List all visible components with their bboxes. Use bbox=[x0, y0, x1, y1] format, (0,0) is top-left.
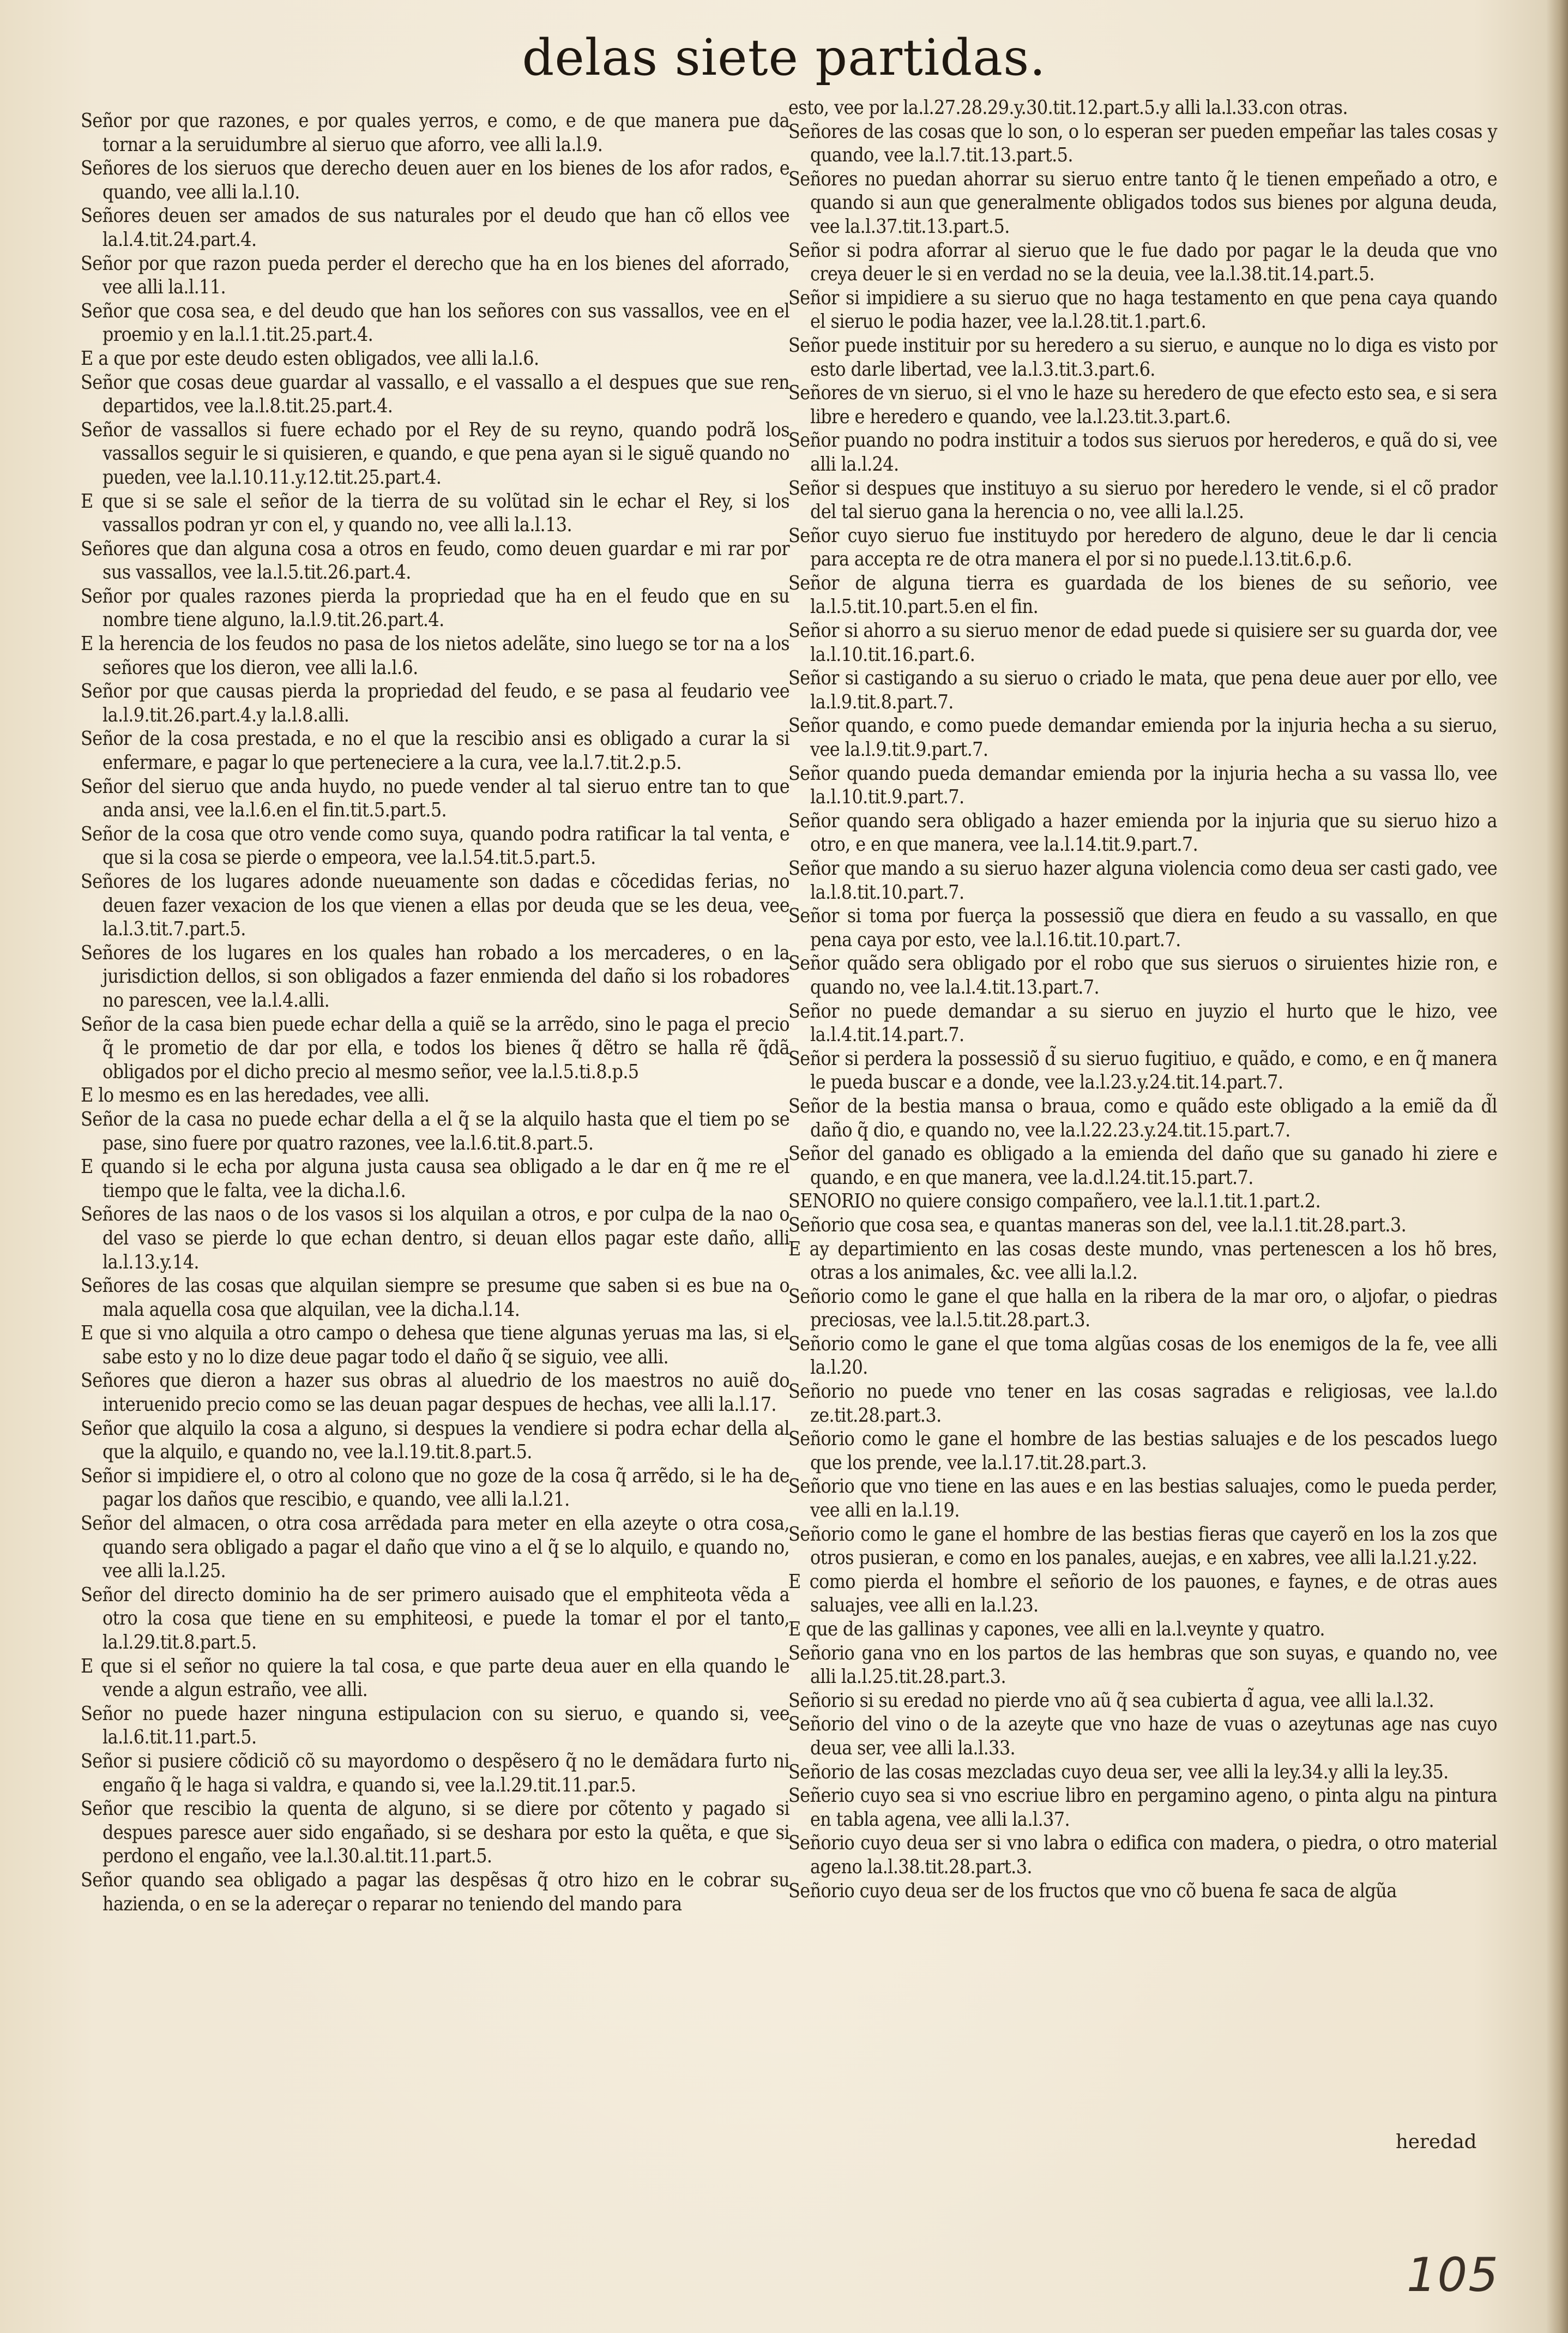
index-entry: Señor cuyo sieruo fue instituydo por heredero de alguno, deue le dar li cencia para accepta re de otra manera el por si no puede.l.13.tit.6.p.6. bbox=[788, 524, 1497, 571]
index-entry: Señor del sieruo que anda huydo, no puede vender al tal sieruo entre tan to que anda ansi, vee la.l.6.en el fin.tit.5.part.5. bbox=[81, 775, 789, 822]
index-entry: Señor si impidiere a su sieruo que no haga testamento en que pena caya quando el sieruo le podia hazer, vee la.l.28.tit.1.part.6. bbox=[788, 286, 1497, 333]
index-entry: Señores de los sieruos que derecho deuen auer en los bienes de los afor rados, e quando, vee alli la.l.10. bbox=[81, 157, 789, 203]
index-entry: Señor si toma por fuerça la possessiõ que diera en feudo a su vassallo, en que pena caya por esto, vee la.l.16.tit.10.part.7. bbox=[788, 905, 1497, 951]
index-entry: Señor que mando a su sieruo hazer alguna violencia como deua ser casti gado, vee la.l.8.tit.10.part.7. bbox=[788, 857, 1497, 904]
index-entry: Señores de vn sieruo, si el vno le haze su heredero de que efecto esto sea, e si sera libre e heredero e quando, vee la.l.23.tit.3.part.6. bbox=[788, 382, 1497, 428]
index-entry: Señorio cuyo deua ser si vno labra o edifica con madera, o piedra, o otro material ageno la.l.38.tit.28.part.3. bbox=[788, 1832, 1497, 1878]
index-entry: Señores que dieron a hazer sus obras al aluedrio de los maestros no auiẽ do interuenido precio como se las deuan pagar despues de hechas, vee alli la.l.17. bbox=[81, 1369, 789, 1416]
index-entry: Señor no puede demandar a su sieruo en juyzio el hurto que le hizo, vee la.l.4.tit.14.part.7. bbox=[788, 1000, 1497, 1047]
running-header: delas siete partidas. bbox=[522, 28, 1046, 87]
index-entry: Señor quando pueda demandar emienda por la injuria hecha a su vassa llo, vee la.l.10.tit.9.part.7. bbox=[788, 762, 1497, 809]
index-entry: Señorio de las cosas mezcladas cuyo deua ser, vee alli la ley.34.y alli la ley.35. bbox=[788, 1760, 1449, 1783]
index-entry: Señor de la casa bien puede echar della a quiẽ se la arrẽdo, sino le paga el precio q̃ le prometio de dar por ella, e todos los bienes q̃ dẽtro se halla rẽ q̃dã obligados por el dicho precio al mesmo señor, vee la.l.5.ti.8.p.5 bbox=[81, 1013, 789, 1083]
index-entry: E como pierda el hombre el señorio de los pauones, e faynes, e de otras aues saluajes, vee alli en la.l.23. bbox=[788, 1570, 1497, 1617]
index-entry: Señor por que razon pueda perder el derecho que ha en los bienes del aforrado, vee alli la.l.11. bbox=[81, 252, 789, 299]
index-entry: Señor que alquilo la cosa a alguno, si despues la vendiere si podra echar della al que la alquilo, e quando no, vee la.l.19.tit.8.part.5. bbox=[81, 1417, 789, 1464]
index-entry: Señor si impidiere el, o otro al colono que no goze de la cosa q̃ arrẽdo, si le ha de pagar los daños que rescibio, e quando, vee alli la.l.21. bbox=[81, 1464, 789, 1511]
index-entry: Señor si castigando a su sieruo o criado le mata, que pena deue auer por ello, vee la.l.9.tit.8.part.7. bbox=[788, 667, 1497, 713]
index-entry: Señor si despues que instituyo a su sieruo por heredero le vende, si el cõ prador del tal sieruo gana la herencia o no, vee alli la.l.25. bbox=[788, 477, 1497, 524]
index-entry: E la herencia de los feudos no pasa de los nietos adelãte, sino luego se tor na a los señores que los dieron, vee alli la.l.6. bbox=[81, 633, 789, 679]
index-entry: Señor de vassallos si fuere echado por el Rey de su reyno, quando podrã los vassallos seguir le si quisieren, e quando, e que pena ayan si le siguẽ quando no pueden, vee la.l.10.11.y.12.tit.25.part.4. bbox=[81, 418, 789, 489]
index-entry: Señor de la cosa prestada, e no el que la rescibio ansi es obligado a curar la si enfermare, e pagar lo que perteneciere a la cura, vee la.l.7.tit.2.p.5. bbox=[81, 727, 789, 774]
index-entry: Señores que dan alguna cosa a otros en feudo, como deuen guardar e mi rar por sus vassallos, vee la.l.5.tit.26.part.4. bbox=[81, 537, 789, 584]
index-entry: Señor de alguna tierra es guardada de los bienes de su señorio, vee la.l.5.tit.10.part.5.en el fin. bbox=[788, 572, 1497, 618]
index-entry: E que si se sale el señor de la tierra de su volũtad sin le echar el Rey, si los vassallos podran yr con el, y quando no, vee alli la.l.13. bbox=[81, 490, 789, 537]
index-entry: Señores de las naos o de los vasos si los alquilan a otros, e por culpa de la nao o del vaso se pierde lo que echan dentro, si deuan ellos pagar este daño, alli la.l.13.y.14. bbox=[81, 1203, 789, 1273]
index-entry: Señor de la bestia mansa o braua, como e quãdo este obligado a la emiẽ da d̃l daño q̃ dio, e quando no, vee la.l.22.23.y.24.tit.15.part.7. bbox=[788, 1095, 1497, 1141]
index-entry: SENORIO no quiere consigo compañero, vee la.l.1.tit.1.part.2. bbox=[788, 1190, 1321, 1213]
index-entry: Señor por que razones, e por quales yerros, e como, e de que manera pue da tornar a la seruidumbre al sieruo que aforro, vee alli la.l.9. bbox=[81, 110, 789, 156]
index-entry: Señor quãdo sera obligado por el robo que sus sieruos o siruientes hizie ron, e quando no, vee la.l.4.tit.13.part.7. bbox=[788, 952, 1497, 999]
index-entry: Señor que rescibio la quenta de alguno, si se diere por cõtento y pagado si despues paresce auer sido engañado, si se deshara por esto la quẽta, e que si perdono el engaño, vee la.l.30.al.tit.11.part.5. bbox=[81, 1797, 789, 1868]
index-entry: Señorio que vno tiene en las aues e en las bestias saluajes, como le pueda perder, vee alli en la.l.19. bbox=[788, 1475, 1497, 1522]
folio-number: 105 bbox=[1406, 2248, 1499, 2302]
index-entry: Señorio como le gane el que halla en la ribera de la mar oro, o aljofar, o piedras preciosas, vee la.l.5.tit.28.part.3. bbox=[788, 1285, 1497, 1332]
index-entry: E quando si le echa por alguna justa causa sea obligado a le dar en q̃ me re el tiempo que le falta, vee la dicha.l.6. bbox=[81, 1156, 789, 1202]
index-entry: Señorio como le gane el hombre de las bestias saluajes e de los pescados luego que los prende, vee la.l.17.tit.28.part.3. bbox=[788, 1428, 1497, 1474]
index-entry: Señor de la cosa que otro vende como suya, quando podra ratificar la tal venta, e que si la cosa se pierde o empeora, vee la.l.54.tit.5.part.5. bbox=[81, 822, 789, 869]
index-entry: Señor puede instituir por su heredero a su sieruo, e aunque no lo diga es visto por esto darle libertad, vee la.l.3.tit.3.part.6. bbox=[788, 334, 1497, 381]
index-entry: E que si vno alquila a otro campo o dehesa que tiene algunas yeruas ma las, si el sabe esto y no lo dize deue pagar todo el daño q̃ se siguio, vee alli. bbox=[81, 1322, 789, 1368]
index-entry: Señerio cuyo sea si vno escriue libro en pergamino ageno, o pinta algu na pintura en tabla agena, vee alli la.l.37. bbox=[788, 1784, 1497, 1831]
index-entry: E lo mesmo es en las heredades, vee alli. bbox=[81, 1084, 430, 1107]
index-entry: Señorio gana vno en los partos de las hembras que son suyas, e quando no, vee alli la.l.25.tit.28.part.3. bbox=[788, 1641, 1497, 1688]
index-entry: Señor quando, e como puede demandar emienda por la injuria hecha a su sieruo, vee la.l.9.tit.9.part.7. bbox=[788, 714, 1497, 761]
index-entry: Señor del directo dominio ha de ser primero auisado que el emphiteota vẽda a otro la cosa que tiene en su emphiteosi, e puede la tomar el por el tanto, la.l.29.tit.8.part.5. bbox=[81, 1583, 789, 1653]
index-entry: E a que por este deudo esten obligados, vee alli la.l.6. bbox=[81, 347, 539, 370]
index-entry: Señor no puede hazer ninguna estipulacion con su sieruo, e quando si, vee la.l.6.tit.11.part.5. bbox=[81, 1702, 789, 1749]
index-entry: Señor del ganado es obligado a la emienda del daño que su ganado hi ziere e quando, e en que manera, vee la.d.l.24.tit.15.part.7. bbox=[788, 1143, 1497, 1189]
index-entry: Señorio como le gane el que toma algũas cosas de los enemigos de la fe, vee alli la.l.20. bbox=[788, 1332, 1497, 1379]
index-entry: Señor por que causas pierda la propriedad del feudo, e se pasa al feudario vee la.l.9.tit.26.part.4.y la.l.8.alli. bbox=[81, 680, 789, 726]
index-entry: E que de las gallinas y capones, vee alli en la.l.veynte y quatro. bbox=[788, 1618, 1325, 1640]
index-entry: Señorio que cosa sea, e quantas maneras son del, vee la.l.1.tit.28.part.3. bbox=[788, 1213, 1407, 1236]
index-entry: E ay departimiento en las cosas deste mundo, vnas pertenescen a los hõ bres, otras a los animales, &c. vee alli la.l.2. bbox=[788, 1237, 1497, 1284]
index-entry: Señor si podra aforrar al sieruo que le fue dado por pagar le la deuda que vno creya deuer le si en verdad no se la deuia, vee la.l.38.tit.14.part.5. bbox=[788, 239, 1497, 286]
catchword: heredad bbox=[1396, 2131, 1477, 2153]
index-entry: Señorio si su eredad no pierde vno aũ q̃ sea cubierta d̃ agua, vee alli la.l.32. bbox=[788, 1689, 1434, 1712]
index-entry: Señor si perdera la possessiõ d̃ su sieruo fugitiuo, e quãdo, e como, e en q̃ manera le pueda buscar e a donde, vee la.l.23.y.24.tit.14.part.7. bbox=[788, 1047, 1497, 1094]
index-entry: Señores de las cosas que lo son, o lo esperan ser pueden empeñar las tales cosas y quando, vee la.l.7.tit.13.part.5. bbox=[788, 120, 1497, 167]
index-entry: Señor quando sea obligado a pagar las despẽsas q̃ otro hizo en le cobrar su hazienda, o en se la adereçar o reparar no teniendo del mando para bbox=[81, 1868, 789, 1915]
index-entry: Señores no puedan ahorrar su sieruo entre tanto q̃ le tienen empeñado a otro, e quando si aun que generalmente obligados todos sus bienes por alguna deuda, vee la.l.37.tit.13.part.5. bbox=[788, 167, 1497, 238]
index-entry: Señores de los lugares adonde nueuamente son dadas e cõcedidas ferias, no deuen fazer vexacion de los que vienen a ellas por deuda que se les deua, vee la.l.3.tit.7.part.5. bbox=[81, 870, 789, 941]
index-entry: Señores de los lugares en los quales han robado a los mercaderes, o en la jurisdiction dellos, si son obligados a fazer enmienda del daño si los robadores no parescen, vee la.l.4.alli. bbox=[81, 941, 789, 1012]
index-entry: esto, vee por la.l.27.28.29.y.30.tit.12.part.5.y alli la.l.33.con otras. bbox=[788, 97, 1348, 119]
index-entry: Señor del almacen, o otra cosa arrẽdada para meter en ella azeyte o otra cosa, quando sera obligado a pagar el daño que vino a el q̃ se lo alquilo, e quando no, vee alli la.l.25. bbox=[81, 1512, 789, 1583]
index-entry: E que si el señor no quiere la tal cosa, e que parte deua auer en ella quando le vende a algun estraño, vee alli. bbox=[81, 1655, 789, 1701]
left-column bbox=[81, 109, 789, 1916]
index-entry: Señor si pusiere cõdiciõ cõ su mayordomo o despẽsero q̃ no le demãdara furto ni engaño q̃ le haga si valdra, e quando si, vee la.l.29.tit.11.par.5. bbox=[81, 1749, 789, 1796]
page-edge-shadow bbox=[1546, 0, 1568, 2333]
index-entry: Señores deuen ser amados de sus naturales por el deudo que han cõ ellos vee la.l.4.tit.24.part.4. bbox=[81, 205, 789, 251]
right-column bbox=[788, 96, 1497, 1903]
index-entry: Señor que cosas deue guardar al vassallo, e el vassallo a el despues que sue ren departidos, vee la.l.8.tit.25.part.4. bbox=[81, 371, 789, 418]
index-entry: Señor si ahorro a su sieruo menor de edad puede si quisiere ser su guarda dor, vee la.l.10.tit.16.part.6. bbox=[788, 620, 1497, 666]
index-entry: Señorio no puede vno tener en las cosas sagradas e religiosas, vee la.l.do ze.tit.28.part.3. bbox=[788, 1380, 1497, 1427]
index-entry: Señor quando sera obligado a hazer emienda por la injuria que su sieruo hizo a otro, e en que manera, vee la.l.14.tit.9.part.7. bbox=[788, 809, 1497, 856]
index-entry: Señores de las cosas que alquilan siempre se presume que saben si es bue na o mala aquella cosa que alquilan, vee la dicha.l.14. bbox=[81, 1274, 789, 1321]
index-entry: Señor puando no podra instituir a todos sus sieruos por herederos, e quã do si, vee alli la.l.24. bbox=[788, 429, 1497, 476]
index-entry: Señor por quales razones pierda la propriedad que ha en el feudo que en su nombre tiene alguno, la.l.9.tit.26.part.4. bbox=[81, 585, 789, 632]
index-entry: Señor de la casa no puede echar della a el q̃ se la alquilo hasta que el tiem po se pase, sino fuere por quatro razones, vee la.l.6.tit.8.part.5. bbox=[81, 1108, 789, 1155]
index-entry: Señor que cosa sea, e del deudo que han los señores con sus vassallos, vee en el proemio y en la.l.1.tit.25.part.4. bbox=[81, 299, 789, 346]
index-entry: Señorio cuyo deua ser de los fructos que vno cõ buena fe saca de algũa bbox=[788, 1879, 1397, 1902]
index-entry: Señorio del vino o de la azeyte que vno haze de vuas o azeytunas age nas cuyo deua ser, vee alli la.l.33. bbox=[788, 1713, 1497, 1759]
index-entry: Señorio como le gane el hombre de las bestias fieras que cayerõ en los la zos que otros pusieran, e como en los panales, auejas, e en xabres, vee alli la.l.21.y.22. bbox=[788, 1523, 1497, 1570]
